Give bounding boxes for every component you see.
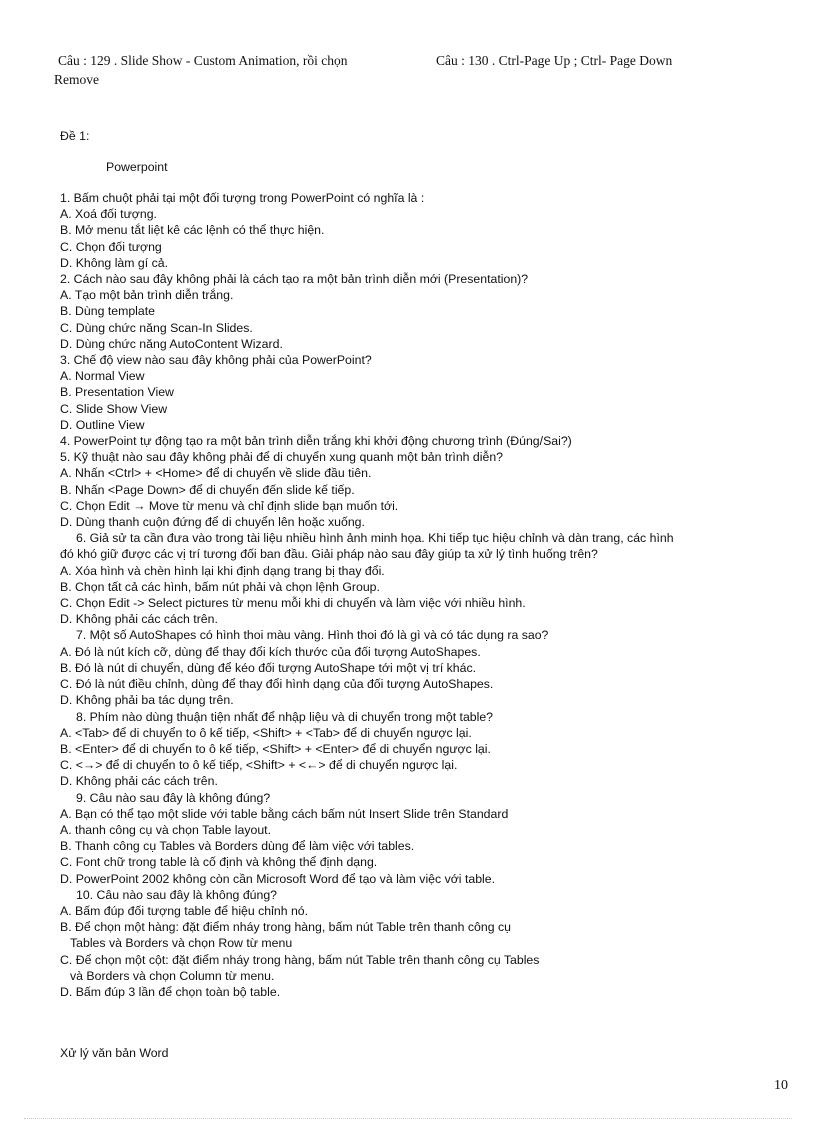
q5-option-b: B. Nhấn <Page Down> để di chuyển đến slide kế tiếp.	[60, 482, 355, 497]
q10-option-b-cont: Tables và Borders và chọn Row từ menu	[70, 936, 293, 951]
q6-option-c: C. Chọn Edit -> Select pictures từ menu mỗi khi di chuyển và làm việc với nhiều hình.	[60, 596, 526, 611]
q6-text: 6. Giả sử ta cần đưa vào trong tài liệu nhiều hình ảnh minh họa. Khi tiếp tục hiệu chỉnh và dàn trang, các hình	[76, 531, 674, 546]
section-title: Đề 1:	[60, 129, 90, 143]
q3-option-b: B. Presentation View	[60, 385, 174, 400]
q9-option-b: B. Thanh công cụ Tables và Borders dùng để làm việc với tables.	[60, 839, 415, 854]
q3-option-c: C. Slide Show View	[60, 401, 168, 416]
footer-divider	[24, 1118, 792, 1119]
q8-option-a: A. <Tab> để di chuyển to ô kế tiếp, <Shift> + <Tab> để di chuyển ngược lại.	[60, 725, 472, 740]
page-number: 10	[774, 1078, 788, 1093]
q10-option-c: C. Để chọn một cột: đặt điểm nháy trong hàng, bấm nút Table trên thanh công cụ Tables	[60, 952, 540, 967]
q8-option-d: D. Không phải các cách trên.	[60, 774, 218, 789]
q7-option-d: D. Không phải ba tác dụng trên.	[60, 693, 234, 708]
q5-option-c: C. Chọn Edit → Move từ menu và chỉ định slide bạn muốn tới.	[60, 498, 399, 513]
q7-option-a: A. Đó là nút kích cỡ, dùng để thay đổi kích thước của đối tượng AutoShapes.	[60, 644, 481, 659]
q2-option-a: A. Tạo một bản trình diễn trắng.	[60, 288, 234, 303]
q3-text: 3. Chế độ view nào sau đây không phải của PowerPoint?	[60, 353, 372, 368]
q10-option-c-cont: và Borders và chọn Column từ menu.	[70, 968, 275, 983]
q5-text: 5. Kỹ thuật nào sau đây không phải để di chuyển xung quanh một bản trình diễn?	[60, 450, 504, 465]
q1-option-b: B. Mở menu tắt liệt kê các lệnh có thể thực hiện.	[60, 223, 325, 238]
q3-option-a: A. Normal View	[60, 369, 145, 384]
q8-option-b: B. <Enter> để di chuyển to ô kế tiếp, <Shift> + <Enter> để di chuyển ngược lại.	[60, 741, 491, 756]
q9-text: 9. Câu nào sau đây là không đúng?	[76, 790, 271, 805]
q6-option-a: A. Xóa hình và chèn hình lại khi định dạng trang bị thay đổi.	[60, 563, 385, 578]
q7-option-b: B. Đó là nút di chuyển, dùng để kéo đối tượng AutoShape tới một vị trí khác.	[60, 660, 477, 675]
q2-text: 2. Cách nào sau đây không phải là cách tạo ra một bản trình diễn mới (Presentation)?	[60, 272, 529, 287]
q2-option-d: D. Dùng chức năng AutoContent Wizard.	[60, 336, 283, 351]
q7-option-c: C. Đó là nút điều chỉnh, dùng để thay đổi hình dạng của đối tượng AutoShapes.	[60, 677, 494, 692]
q1-option-c: C. Chọn đối tượng	[60, 239, 162, 254]
q10-text: 10. Câu nào sau đây là không đúng?	[76, 887, 278, 902]
q6-option-d: D. Không phải các cách trên.	[60, 612, 218, 627]
q4-text: 4. PowerPoint tự động tạo ra một bản trình diễn trắng khi khởi động chương trình (Đúng/Sai?)	[60, 434, 572, 449]
q5-option-d: D. Dùng thanh cuộn đứng để di chuyển lên hoặc xuống.	[60, 515, 365, 530]
header-answer-130: Câu : 130 . Ctrl-Page Up ; Ctrl- Page Down	[436, 53, 673, 68]
q6-text-cont: đó khó giữ được các vị trí tương đối ban đầu. Giải pháp nào sau đây giúp ta xử lý tình huống trên?	[60, 547, 598, 562]
q9-option-c: C. Font chữ trong table là cố định và không thể định dạng.	[60, 855, 378, 870]
q8-option-c: C. <→> để di chuyển to ô kế tiếp, <Shift> + <←> để di chuyển ngược lại.	[60, 758, 458, 773]
subject-heading: Powerpoint	[106, 160, 168, 174]
q9-option-a: A. Bạn có thể tạo một slide với table bằng cách bấm nút Insert Slide trên Standard	[60, 806, 509, 821]
q9-option-d: D. PowerPoint 2002 không còn cần Microsoft Word để tạo và làm việc với table.	[60, 871, 496, 886]
question-list	[60, 190, 674, 1000]
q1-option-a: A. Xoá đối tượng.	[60, 207, 157, 222]
q10-option-a: A. Bấm đúp đối tượng table để hiệu chỉnh nó.	[60, 903, 309, 918]
q3-option-d: D. Outline View	[60, 417, 145, 432]
q2-option-b: B. Dùng template	[60, 304, 156, 319]
q6-option-b: B. Chọn tất cả các hình, bấm nút phải và chọn lệnh Group.	[60, 579, 380, 594]
q10-option-d: D. Bấm đúp 3 lần để chọn toàn bộ table.	[60, 984, 281, 999]
q1-text: 1. Bấm chuột phải tại một đối tượng trong PowerPoint có nghĩa là :	[60, 191, 425, 205]
q2-option-c: C. Dùng chức năng Scan-In Slides.	[60, 320, 253, 335]
q10-option-b: B. Để chọn một hàng: đặt điểm nháy trong hàng, bấm nút Table trên thanh công cụ	[60, 920, 511, 935]
next-section-heading: Xử lý văn bản Word	[60, 1046, 169, 1060]
q7-text: 7. Một số AutoShapes có hình thoi màu vàng. Hình thoi đó là gì và có tác dụng ra sao?	[76, 628, 549, 643]
q8-text: 8. Phím nào dùng thuận tiện nhất để nhập liệu và di chuyển trong một table?	[76, 709, 494, 724]
header-answer-129: Câu : 129 . Slide Show - Custom Animation, rồi chọn	[58, 53, 348, 68]
q1-option-d: D. Không làm gí cả.	[60, 255, 168, 270]
header-answer-129-cont: Remove	[54, 72, 99, 87]
q5-option-a: A. Nhấn <Ctrl> + <Home> để di chuyển về slide đầu tiên.	[60, 466, 372, 481]
q9-option-a-cont: A. thanh công cụ và chọn Table layout.	[60, 822, 272, 837]
